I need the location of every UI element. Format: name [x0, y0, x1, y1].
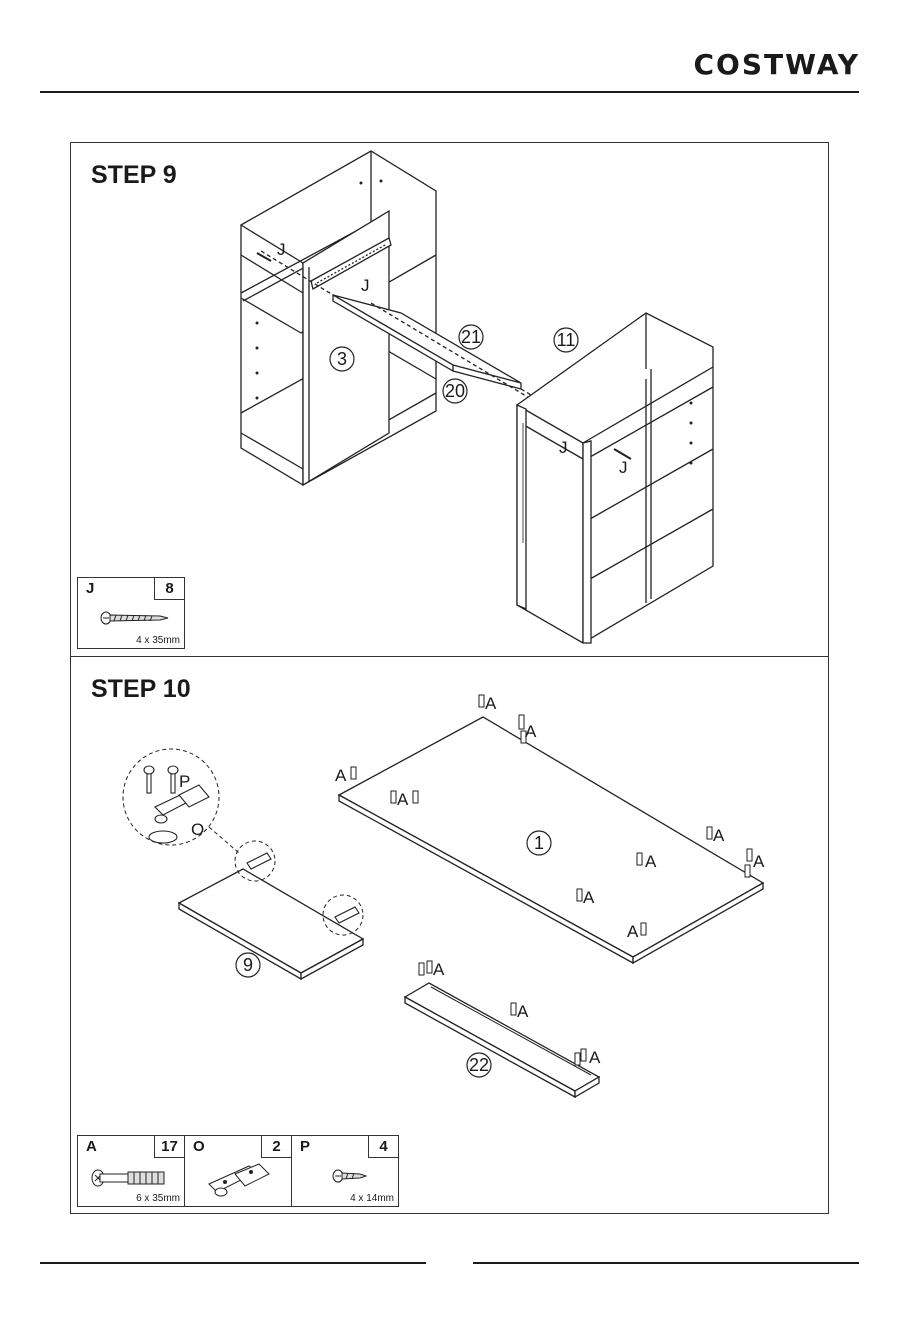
- hardware-size: 4 x 35mm: [136, 635, 180, 646]
- dowel-label: A: [589, 1048, 601, 1067]
- step9-title: STEP 9: [91, 161, 177, 189]
- hardware-item-a: [77, 1135, 185, 1207]
- footer-rule-right: [473, 1262, 859, 1264]
- hardware-item-j: [77, 577, 185, 649]
- detail-label-o: O: [191, 820, 205, 839]
- screw-icon: [332, 1168, 372, 1184]
- step10-part-label: 22: [468, 1055, 490, 1075]
- dowel-label: A: [335, 766, 347, 785]
- hardware-qty: 8: [154, 578, 184, 600]
- cam-bolt-icon: [90, 1168, 170, 1188]
- dowel-label: A: [583, 888, 595, 907]
- step10-title: STEP 10: [91, 675, 191, 703]
- hardware-code: J: [86, 580, 95, 597]
- dowel-label: A: [627, 922, 639, 941]
- dowel-label: A: [433, 960, 445, 979]
- hardware-code: O: [193, 1138, 205, 1155]
- step9-panel: [70, 142, 829, 657]
- dowel-label: A: [713, 826, 725, 845]
- hardware-qty: 2: [261, 1136, 291, 1158]
- dowel-label: A: [517, 1002, 529, 1021]
- dowel-label: A: [485, 694, 497, 713]
- hardware-size: 6 x 35mm: [136, 1193, 180, 1204]
- step9-part-label: 21: [460, 327, 482, 347]
- hardware-qty: 17: [154, 1136, 184, 1158]
- step10-part-label: 9: [242, 955, 254, 975]
- step9-part-label: 20: [444, 381, 466, 401]
- dowel-label: A: [525, 722, 537, 741]
- footer-rule-left: [40, 1262, 426, 1264]
- hinge-icon: [205, 1160, 275, 1200]
- step9-part-label: 3: [336, 349, 348, 369]
- step10-part-label: 1: [533, 833, 545, 853]
- header-rule: [40, 91, 859, 93]
- dowel-label: A: [753, 852, 765, 871]
- hardware-item-o: [184, 1135, 292, 1207]
- step9-screw-label: J: [559, 438, 568, 457]
- hardware-code: A: [86, 1138, 97, 1155]
- hardware-code: P: [300, 1138, 311, 1155]
- screw-icon: [100, 610, 170, 626]
- hardware-size: 4 x 14mm: [350, 1193, 394, 1204]
- detail-label-p: P: [179, 772, 191, 791]
- step10-panel: [70, 656, 829, 1214]
- step10-diagram: [71, 657, 828, 1213]
- step9-screw-label: J: [361, 276, 370, 295]
- dowel-label: A: [645, 852, 657, 871]
- hardware-qty: 4: [368, 1136, 398, 1158]
- dowel-label: A: [397, 790, 409, 809]
- step9-screw-label: J: [277, 240, 286, 259]
- step9-screw-label: J: [619, 458, 628, 477]
- brand-logo: COSTWAY: [693, 48, 860, 81]
- hardware-item-p: [291, 1135, 399, 1207]
- step9-part-label: 11: [556, 330, 576, 350]
